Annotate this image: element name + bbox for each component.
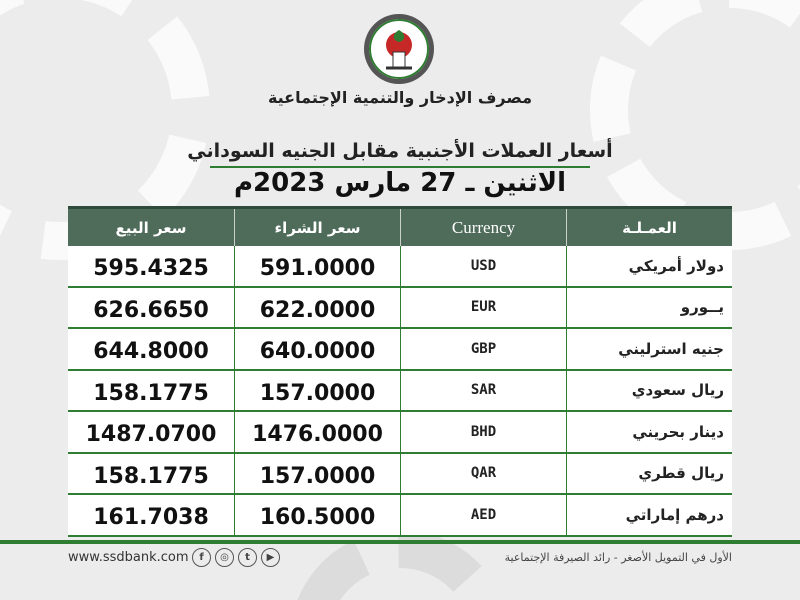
buy-price-cell: 1476.0000 (234, 412, 400, 452)
currency-code-cell: QAR (400, 454, 566, 494)
currency-code-cell: EUR (400, 288, 566, 328)
sell-price-cell: 644.8000 (93, 339, 209, 365)
sell-price-cell: 158.1775 (93, 380, 209, 406)
currency-name-cell: دولار أمريكي (566, 246, 732, 286)
table-row (68, 371, 732, 413)
currency-name-cell: درهم إماراتي (566, 495, 732, 535)
sell-price-cell: 161.7038 (93, 505, 209, 531)
currency-name-cell: ريال قطري (566, 454, 732, 494)
bank-logo (362, 12, 436, 86)
buy-price-cell: 157.0000 (234, 371, 400, 411)
sell-price-cell: 1487.0700 (85, 422, 217, 448)
exchange-rates-table (68, 206, 732, 537)
bank-name: مصرف الإدخار والتنمية الإجتماعية (267, 88, 533, 107)
facebook-icon[interactable]: f (192, 548, 211, 567)
table-row (68, 288, 732, 330)
table-row (68, 329, 732, 371)
header-currency-code: Currency (400, 209, 566, 246)
sell-price-cell: 626.6650 (93, 297, 209, 323)
currency-name-cell: دينار بحريني (566, 412, 732, 452)
buy-price-cell: 622.0000 (234, 288, 400, 328)
instagram-icon[interactable]: ◎ (215, 548, 234, 567)
rates-date: الاثنين ـ 27 مارس 2023م (233, 168, 567, 198)
table-header (68, 206, 732, 246)
website-link[interactable]: www.ssdbank.com (68, 550, 189, 565)
buy-price-cell: 160.5000 (234, 495, 400, 535)
footer-divider (0, 540, 800, 544)
header-currency-name: العمـلـة (566, 209, 732, 246)
buy-price-cell: 640.0000 (234, 329, 400, 369)
table-row (68, 246, 732, 288)
sell-price-cell: 595.4325 (93, 256, 209, 282)
twitter-icon[interactable]: t (238, 548, 257, 567)
currency-name-cell: جنيه استرليني (566, 329, 732, 369)
page-title: أسعار العملات الأجنبية مقابل الجنيه السوداني (187, 140, 613, 162)
currency-code-cell: SAR (400, 371, 566, 411)
header-buy-price: سعر الشراء (234, 209, 400, 246)
currency-code-cell: GBP (400, 329, 566, 369)
social-links (192, 548, 280, 567)
buy-price-cell: 591.0000 (234, 246, 400, 286)
sell-price-cell: 158.1775 (93, 463, 209, 489)
currency-code-cell: AED (400, 495, 566, 535)
currency-code-cell: USD (400, 246, 566, 286)
youtube-icon[interactable]: ▶ (261, 548, 280, 567)
table-row (68, 495, 732, 537)
currency-code-cell: BHD (400, 412, 566, 452)
currency-name-cell: ريال سعودي (566, 371, 732, 411)
currency-name-cell: يــورو (566, 288, 732, 328)
bank-slogan: الأول في التمويل الأصغر - رائد الصيرفة الإجتماعية (504, 551, 732, 564)
table-row (68, 412, 732, 454)
buy-price-cell: 157.0000 (234, 454, 400, 494)
table-row (68, 454, 732, 496)
header-sell-price: سعر البيع (115, 218, 187, 237)
table-body (68, 246, 732, 537)
